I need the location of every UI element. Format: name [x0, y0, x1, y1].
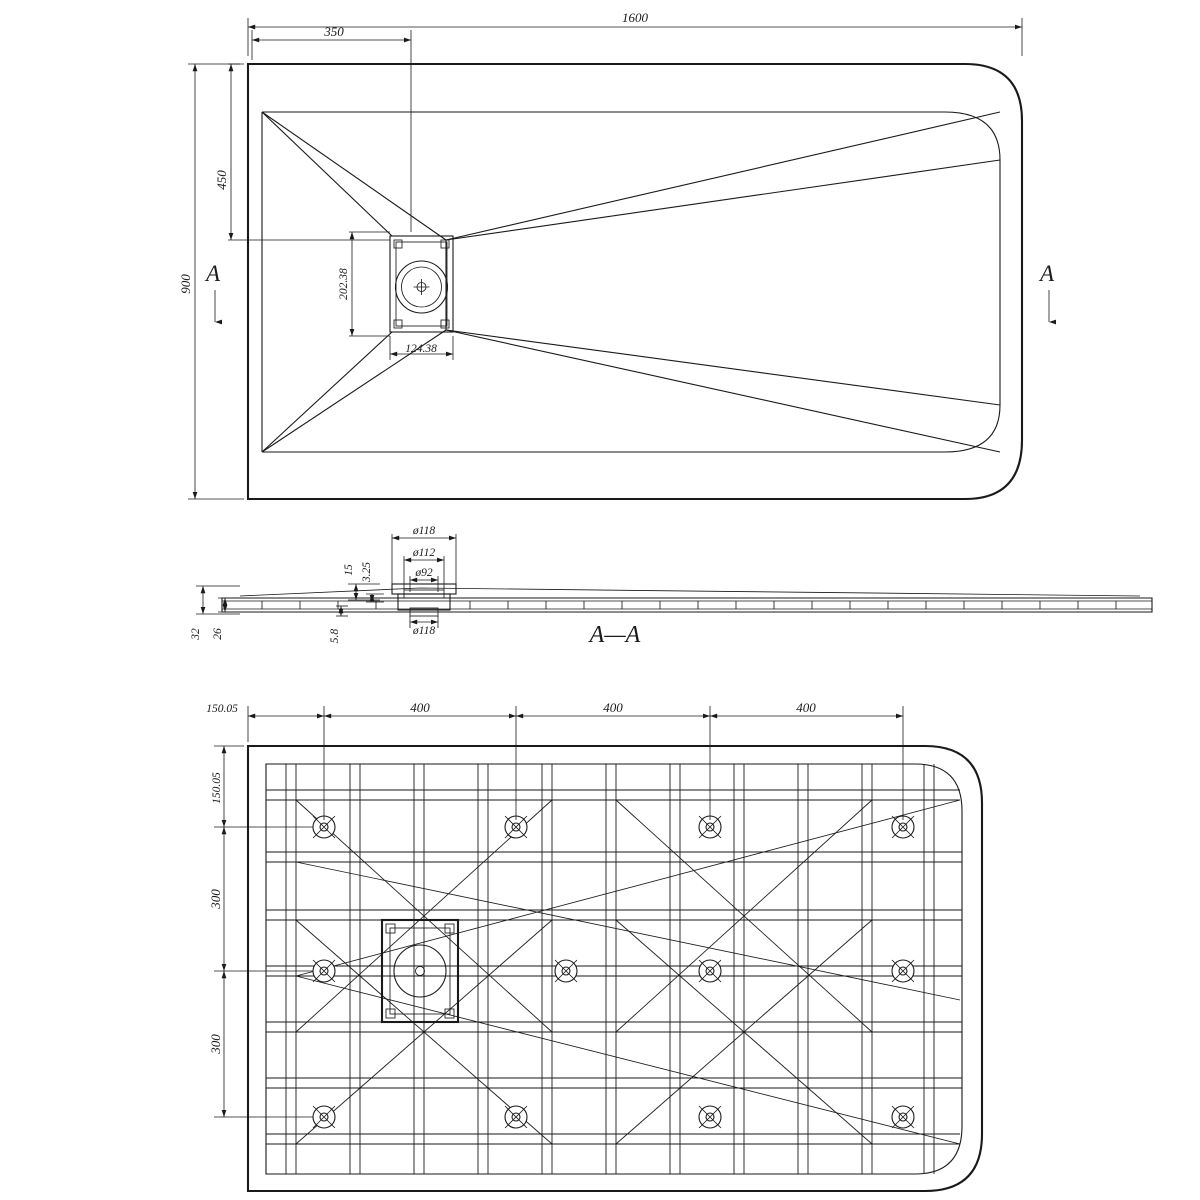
dim-label-3-25: 3.25 — [361, 561, 373, 583]
section-thickness-dims — [190, 586, 240, 641]
section-marker-left-label: A — [206, 261, 221, 286]
section-title: A—A — [589, 622, 641, 648]
dim-label-d118-bottom: ø118 — [412, 625, 436, 637]
profile-ribs — [262, 601, 1116, 609]
section-diameter-dims — [392, 525, 456, 637]
dimension-width-1600 — [248, 10, 1022, 56]
top-view-group — [178, 10, 1055, 499]
dim-label-400-3: 400 — [796, 700, 816, 715]
dim-label-124-38: 124.38 — [405, 343, 437, 355]
dim-label-5-8: 5.8 — [329, 628, 341, 644]
dim-label-150-05-x: 150.05 — [206, 703, 238, 715]
section-marker-right — [1038, 261, 1055, 322]
dimension-box-width — [390, 336, 453, 360]
bottom-view-group — [206, 700, 982, 1191]
drain-assembly-top — [390, 236, 453, 332]
section-marker-left — [204, 261, 221, 322]
dimension-offset-350 — [252, 24, 411, 232]
dim-label-d118-top: ø118 — [412, 525, 436, 537]
dim-label-1600: 1600 — [622, 10, 648, 25]
slope-lines-top — [262, 112, 1000, 452]
dim-label-26: 26 — [212, 628, 224, 640]
dim-label-350: 350 — [324, 24, 344, 39]
drain-assembly-bottom — [382, 920, 458, 1022]
dim-label-400-1: 400 — [410, 700, 430, 715]
dimension-box-height — [338, 232, 390, 336]
dim-label-d112: ø112 — [412, 547, 436, 559]
dim-label-15: 15 — [343, 564, 355, 576]
bottom-dim-chain-x — [206, 700, 903, 820]
dim-label-300-1: 300 — [208, 889, 223, 909]
dim-label-400-2: 400 — [603, 700, 623, 715]
dimension-offset-450 — [214, 64, 390, 240]
dim-label-202-38: 202.38 — [338, 268, 350, 300]
tray-outline-top — [248, 64, 1022, 499]
dim-label-900: 900 — [178, 274, 193, 294]
reinforcement-grid — [266, 764, 962, 1174]
section-view-group — [190, 525, 1152, 648]
dim-label-450: 450 — [214, 170, 229, 190]
section-marker-right-label: A — [1040, 261, 1055, 286]
rim-inner-bottom — [266, 764, 962, 1174]
profile-inner-lines — [222, 601, 1152, 609]
dim-label-32: 32 — [190, 628, 202, 640]
dim-label-150-05-y: 150.05 — [211, 772, 223, 804]
dim-label-d92: ø92 — [415, 567, 433, 579]
dim-label-300-2: 300 — [208, 1034, 223, 1054]
profile-slope — [240, 588, 1140, 596]
